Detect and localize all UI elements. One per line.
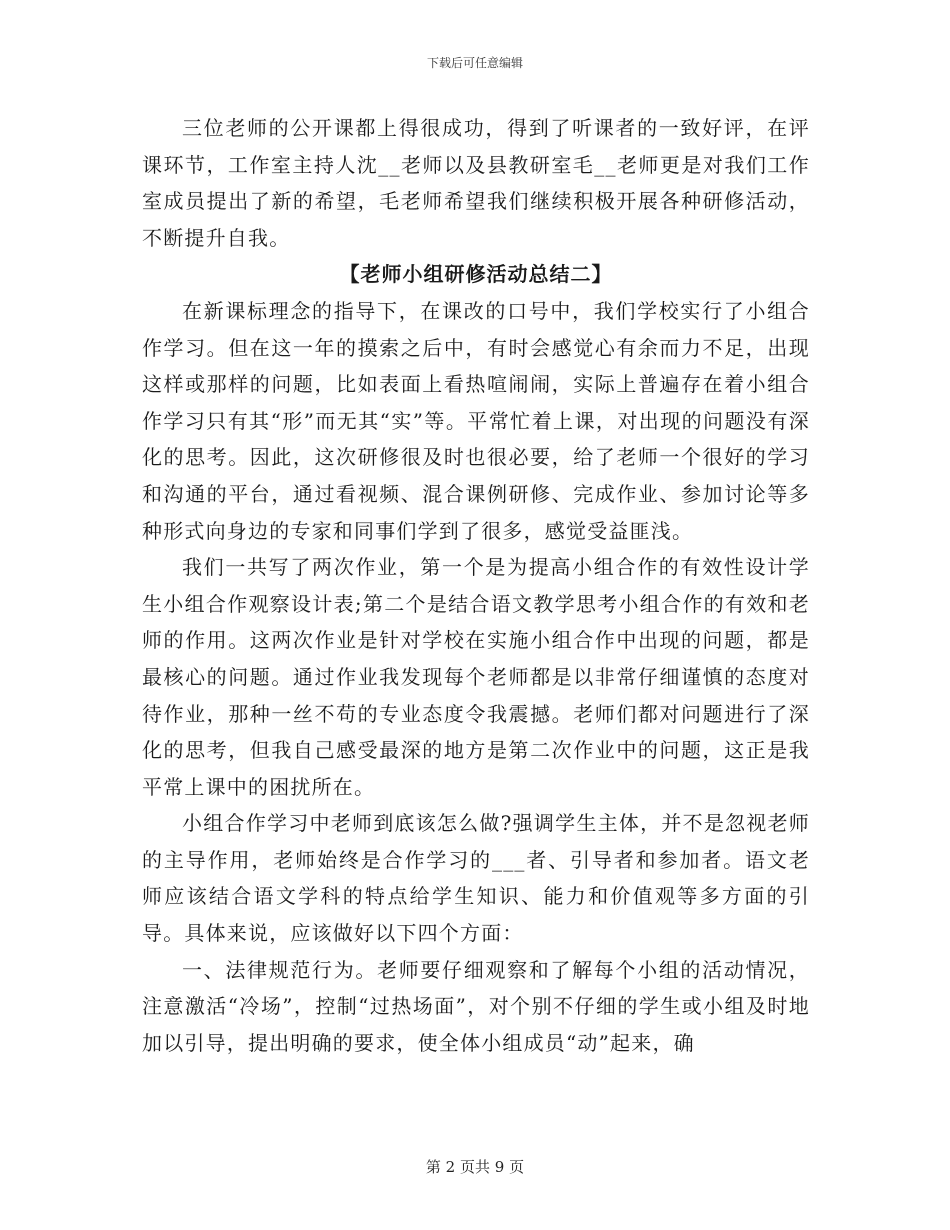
- document-body: [142, 110, 810, 1061]
- paragraph-1: 三位老师的公开课都上得很成功，得到了听课者的一致好评，在评课环节，工作室主持人沈__老师以及县教研室毛__老师更是对我们工作室成员提出了新的希望，毛老师希望我们继续积极开展各种研修活动，不断提升自我。: [142, 116, 810, 250]
- section-heading: 【老师小组研修活动总结二】: [339, 262, 613, 287]
- paragraph-5: 一、法律规范行为。老师要仔细观察和了解每个小组的活动情况，注意激活“冷场”，控制“过热场面”，对个别不仔细的学生或小组及时地加以引导，提出明确的要求，使全体小组成员“动”起来，确: [142, 957, 810, 1055]
- paragraph-4: 小组合作学习中老师到底该怎么做?强调学生主体，并不是忽视老师的主导作用，老师始终是合作学习的___者、引导者和参加者。语文老师应该结合语文学科的特点给学生知识、能力和价值观等多方面的引导。具体来说，应该做好以下四个方面：: [142, 811, 810, 946]
- paragraph-2: 在新课标理念的指导下，在课改的口号中，我们学校实行了小组合作学习。但在这一年的摸索之后中，有时会感觉心有余而力不足，出现这样或那样的问题，比如表面上看热喧闹闹，实际上普遍存在着小组合作学习只有其“形”而无其“实”等。平常忙着上课，对出现的问题没有深化的思考。因此，这次研修很及时也很必要，给了老师一个很好的学习和沟通的平台，通过看视频、混合课例研修、完成作业、参加讨论等多种形式向身边的专家和同事们学到了很多，感觉受益匪浅。: [142, 298, 810, 543]
- paragraph-3: 我们一共写了两次作业，第一个是为提高小组合作的有效性设计学生小组合作观察设计表;第二个是结合语文教学思考小组合作的有效和老师的作用。这两次作业是针对学校在实施小组合作中出现的问题，都是最核心的问题。通过作业我发现每个老师都是以非常仔细谨慎的态度对待作业，那种一丝不苟的专业态度令我震撼。老师们都对问题进行了深化的思考，但我自己感受最深的地方是第二次作业中的问题，这正是我平常上课中的困扰所在。: [142, 555, 810, 799]
- page-footer: 第 2 页共 9 页: [425, 1158, 525, 1176]
- page-header: 下载后可任意编辑: [426, 56, 523, 70]
